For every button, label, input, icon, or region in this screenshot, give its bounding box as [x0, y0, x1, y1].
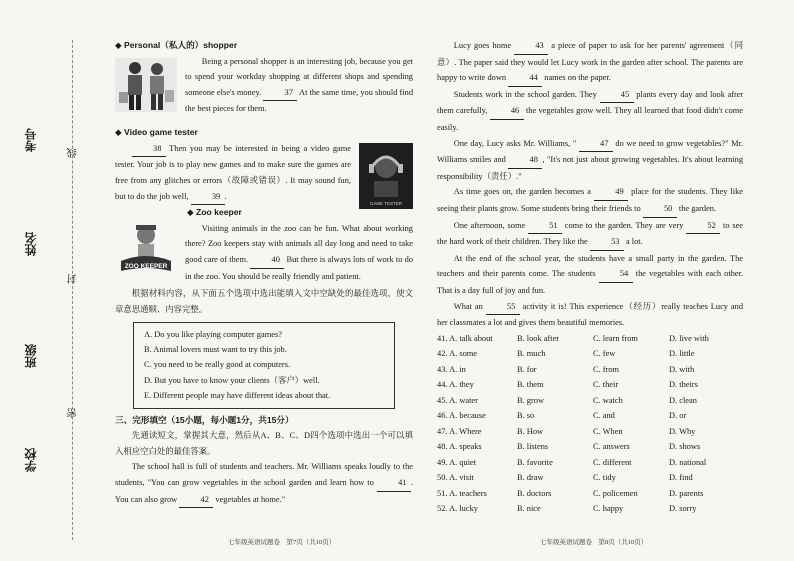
blank-42[interactable]: 42: [179, 492, 213, 509]
q47-c[interactable]: C. When: [593, 426, 623, 436]
cloze-paragraph-3: One day, Lucy asks Mr. Williams, " 47 do we need to grow vegetables?" Mr. Williams smiles and 48 , "It's not just about growing vegetables. It's about learning responsibility（责任）.": [437, 136, 743, 185]
school-label: 学校: [24, 448, 38, 472]
matching-instructions: 根据材料内容，从下面五个选项中选出能填入文中空缺处的最佳选项，使文章意思通顺、内容完整。: [115, 289, 413, 314]
q47-d[interactable]: D. Why: [669, 426, 696, 436]
q51-b[interactable]: B. doctors: [517, 488, 552, 498]
blank-54[interactable]: 54: [599, 266, 633, 283]
seal-char-line: 线: [68, 148, 79, 158]
zoo-keeper-illustration: [115, 221, 177, 285]
zoo-keeper-paragraph: Visiting animals in the zoo can be fun. What about working there? Zoo keepers stay with animals all day long and need to take good care of them. 40 But there is always lots of work to do in the zoo. You should be really friendly and patient.: [185, 223, 414, 281]
question-list: [437, 331, 743, 517]
blank-41[interactable]: 41: [377, 475, 411, 492]
cloze-paragraph-5: One afternoon, some 51 come to the garden. They are very 52 to see the hard work of their children. They like the 53 a lot.: [437, 218, 743, 251]
question-row-52: [437, 501, 743, 517]
section-3-heading: 三、完形填空（15小题，每小题1分，共15分）: [115, 414, 294, 425]
seal-line: [72, 40, 73, 540]
section-heading-zoo-keeper: ◆ Zoo keeper: [187, 207, 242, 218]
blank-51[interactable]: 51: [528, 218, 562, 235]
cloze-opening-paragraph: The school hall is full of students and teachers. Mr. Williams speaks loudly to the students, "You can grow vegetables in the school garden and learn how to 41 . You can also grow 42 vegetables at home.": [115, 459, 413, 508]
q52-b[interactable]: B. nice: [517, 504, 541, 514]
q47-b[interactable]: B. How: [517, 426, 544, 436]
q47-a[interactable]: 47. A. Where: [437, 426, 482, 436]
q43-b[interactable]: B. for: [517, 364, 537, 374]
q45-d[interactable]: D. clean: [669, 395, 697, 405]
q43-d[interactable]: D. with: [669, 364, 695, 374]
q49-b[interactable]: B. favorite: [517, 457, 553, 467]
right-page-footer: 七年级英语试题卷 第8页（共10页）: [540, 539, 648, 546]
blank-44[interactable]: 44: [508, 70, 542, 87]
option-a: A. Do you like playing computer games?: [144, 329, 282, 339]
left-column: [115, 38, 413, 508]
blank-48[interactable]: 48: [508, 152, 542, 169]
left-page-footer: 七年级英语试题卷 第7页（共10页）: [228, 539, 336, 546]
blank-39[interactable]: 39: [191, 189, 225, 206]
question-row-44: [437, 377, 743, 393]
q52-d[interactable]: D. sorry: [669, 504, 697, 514]
option-b: B. Animal lovers must want to try this job.: [144, 344, 287, 354]
q48-d[interactable]: D. shows: [669, 442, 701, 452]
blank-47[interactable]: 47: [579, 136, 613, 153]
q41-d[interactable]: D. live with: [669, 333, 709, 343]
section-3-instructions: 先通读短文，掌握其大意，然后从A、B、C、D四个选项中选出一个可以填入相应空白处的最佳答案。: [115, 431, 413, 456]
game-tester-caption: GAME TESTER: [369, 200, 403, 206]
cloze-paragraph-6: At the end of the school year, the students have a small party in the garden. The teachers and their parents come. The students 54 the vegetables with each other. That is a day full of joy and fun.: [437, 253, 744, 295]
q41-c[interactable]: C. learn from: [593, 333, 638, 343]
blank-37[interactable]: 37: [263, 85, 297, 102]
name-label: 姓名: [24, 232, 38, 256]
q51-d[interactable]: D. parents: [669, 488, 704, 498]
blank-40[interactable]: 40: [250, 252, 284, 269]
question-row-43: [437, 362, 743, 378]
q46-a[interactable]: 46. A. because: [437, 411, 486, 421]
exam-number-label: 考号: [24, 128, 38, 152]
q42-d[interactable]: D. little: [669, 349, 695, 359]
question-row-49: [437, 455, 743, 471]
section-heading-video-game-tester: ◆ Video game tester: [115, 127, 198, 138]
blank-53[interactable]: 53: [590, 234, 624, 251]
q46-b[interactable]: B. so: [517, 411, 535, 421]
blank-38[interactable]: 38: [132, 141, 166, 158]
q49-c[interactable]: C. different: [593, 457, 632, 467]
seal-char-seal: 封: [68, 274, 79, 284]
q43-a[interactable]: 43. A. in: [437, 364, 466, 374]
question-row-41: [437, 331, 743, 347]
q45-a[interactable]: 45. A. water: [437, 395, 478, 405]
blank-50[interactable]: 50: [643, 201, 677, 218]
blank-55[interactable]: 55: [486, 299, 520, 316]
question-row-51: [437, 486, 743, 502]
q50-b[interactable]: B. draw: [517, 473, 544, 483]
q44-c[interactable]: C. their: [593, 380, 619, 390]
q52-a[interactable]: 52. A. lucky: [437, 504, 478, 514]
q46-c[interactable]: C. and: [593, 411, 615, 421]
question-row-48: [437, 439, 743, 455]
q43-c[interactable]: C. from: [593, 364, 620, 374]
q48-b[interactable]: B. listens: [517, 442, 549, 452]
q46-d[interactable]: D. or: [669, 411, 687, 421]
q45-c[interactable]: C. watch: [593, 395, 623, 405]
cloze-paragraph-7: What an 55 activity it is! This experience（经历）really teaches Lucy and her classmates a lot and gives them beautiful memories.: [437, 299, 743, 331]
q51-a[interactable]: 51. A. teachers: [437, 488, 487, 498]
question-row-50: [437, 470, 743, 486]
question-row-45: [437, 393, 743, 409]
q50-d[interactable]: D. find: [669, 473, 693, 483]
q44-d[interactable]: D. theirs: [669, 380, 698, 390]
blank-52[interactable]: 52: [686, 218, 720, 235]
q42-c[interactable]: C. few: [593, 349, 616, 359]
game-tester-image: [359, 143, 413, 215]
personal-shopper-paragraph: Being a personal shopper is an interesting job, because you get to spend your workday shopping at different shops and spending someone else's money. 37 At the same time, you should find the best pieces for them.: [185, 56, 414, 114]
q52-c[interactable]: C. happy: [593, 504, 624, 514]
section-heading-personal-shopper: ◆ Personal（私人的）shopper: [115, 40, 238, 50]
option-d: D. But you have to know your clients（客户）well.: [144, 375, 320, 385]
q44-b[interactable]: B. them: [517, 380, 544, 390]
question-row-46: [437, 408, 743, 424]
q50-c[interactable]: C. tidy: [593, 473, 616, 483]
cloze-paragraph-2: Students work in the school garden. They 45 plants every day and look after them carefully, 46 the vegetables grow well. They all learned that food didn't come easily.: [437, 87, 743, 136]
question-row-42: [437, 346, 743, 362]
q51-c[interactable]: C. policemen: [593, 488, 638, 498]
right-column: [437, 38, 743, 517]
blank-49[interactable]: 49: [594, 184, 628, 201]
q44-a[interactable]: 44. A. they: [437, 380, 474, 390]
option-c: C. you need to be really good at computers.: [144, 360, 291, 370]
cloze-paragraph-4: As time goes on, the garden becomes a 49 place for the students. They like seeing their plants grow. Some students bring their friends to 50 the garden.: [437, 184, 743, 217]
q45-b[interactable]: B. grow: [517, 395, 544, 405]
q48-c[interactable]: C. answers: [593, 442, 630, 452]
option-e: E. Different people may have different ideas about that.: [144, 391, 331, 401]
game-tester-paragraph: 38 Then you may be interested in being a video game tester. Your job is to play new games and to make sure the games are free from any glitches or errors（故障或错误）. It may sound fun, but to do the job well, 39 .: [115, 141, 413, 205]
question-row-47: [437, 424, 743, 440]
q49-d[interactable]: D. national: [669, 457, 707, 467]
q42-a[interactable]: 42. A. some: [437, 349, 478, 359]
q48-a[interactable]: 48. A. speaks: [437, 442, 482, 452]
class-label: 班级: [24, 344, 38, 368]
shopper-illustration: [115, 58, 177, 118]
q41-b[interactable]: B. look after: [517, 333, 560, 343]
cloze-paragraph-1: Lucy goes home 43 a piece of paper to ask for her parents' agreement（同意）. The paper said they would let Lucy work in the garden after school. The parents are happy to write down 44 names on the paper.: [437, 38, 743, 87]
blank-43[interactable]: 43: [514, 38, 548, 55]
q50-a[interactable]: 50. A. visit: [437, 473, 474, 483]
seal-char-secret: 密: [68, 408, 79, 418]
blank-46[interactable]: 46: [490, 103, 524, 120]
zoo-keeper-sign: ZOO KEEPER: [124, 262, 168, 270]
q49-a[interactable]: 49. A. quiet: [437, 457, 477, 467]
blank-45[interactable]: 45: [600, 87, 634, 104]
q41-a[interactable]: 41. A. talk about: [437, 333, 493, 343]
binding-margin: [0, 0, 100, 561]
q42-b[interactable]: B. much: [517, 349, 546, 359]
options-box: [133, 322, 395, 409]
